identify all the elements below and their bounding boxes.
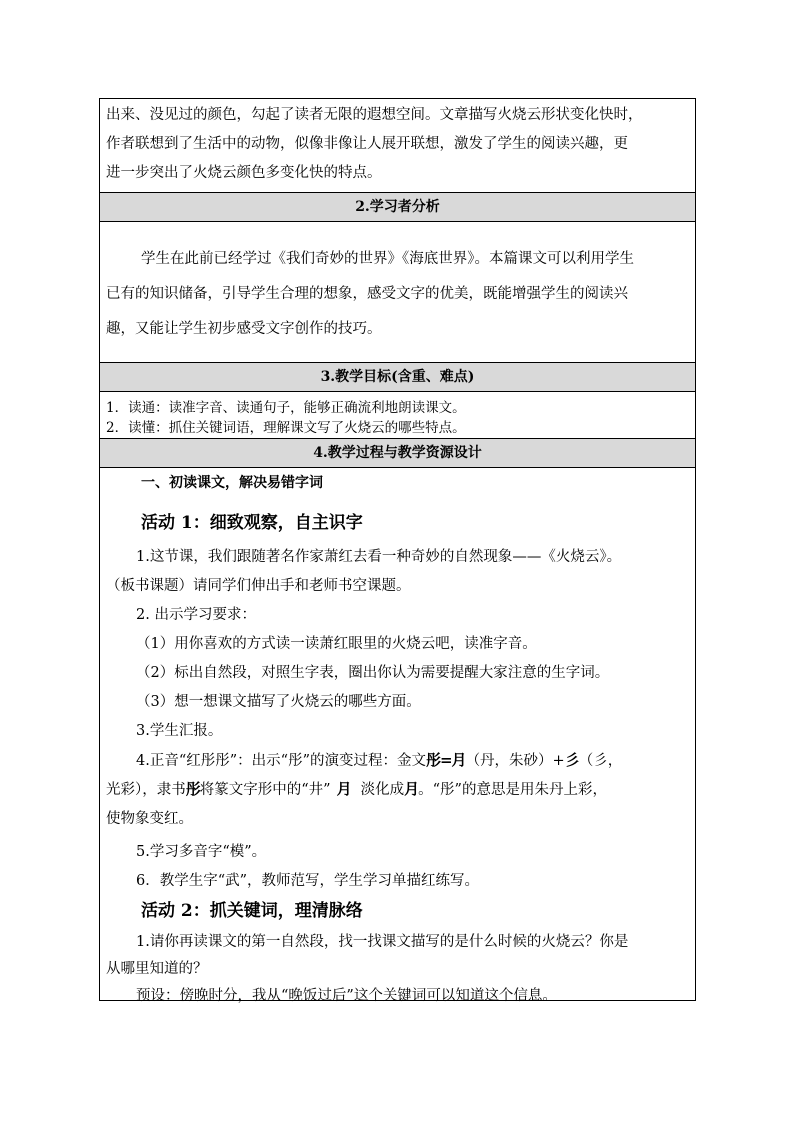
section2-text — [100, 222, 695, 364]
text-span: （丹，朱砂）+ — [465, 753, 565, 769]
section1-text — [100, 99, 695, 192]
text-line: 使物象变红。 — [106, 811, 193, 827]
activity2-title: 活动 2：抓关键词，理清脉络 — [141, 901, 363, 921]
text-line: 从哪里知道的？ — [106, 961, 208, 977]
text-line: 1.这节课，我们跟随著名作家萧红去看一种奇妙的自然现象——《火烧云》。 — [136, 549, 622, 565]
glyph-dan: 月 — [404, 780, 419, 798]
text-line: 3.学生汇报。 — [136, 723, 223, 739]
goal-item: 2．读懂：抓住关键词语，理解课文写了火烧云的哪些特点。 — [106, 420, 466, 436]
text-span: 光彩），隶书 — [106, 782, 186, 798]
text-line: 6．教学生字“武”，教师范写，学生学习单描红练写。 — [136, 873, 480, 889]
text-line: 作者联想到了生活中的动物，似像非像让人展开联想，激发了学生的阅读兴趣，更 — [106, 136, 628, 152]
text-line: 已有的知识储备，引导学生合理的想象，感受文字的优美，既能增强学生的阅读兴 — [106, 286, 628, 302]
text-span: （彡， — [578, 753, 623, 769]
text-span: 4.正音“红彤彤”：出示“彤”的演变过程：金文 — [136, 753, 426, 769]
text-line: 学生在此前已经学过《我们奇妙的世界》《海底世界》。本篇课文可以利用学生 — [141, 251, 634, 267]
text-line: （1）用你喜欢的方式读一读萧红眼里的火烧云吧，读准字音。 — [136, 636, 537, 652]
text-line: 预设：傍晚时分，我从“晚饭过后”这个关键词可以知道这个信息。 — [136, 988, 557, 1004]
text-line: （3）想一想课文描写了火烧云的哪些方面。 — [136, 694, 421, 710]
text-line: 1.请你再读课文的第一自然段，找一找课文描写的是什么时候的火烧云？你是 — [136, 934, 629, 950]
glyph-jing: 月 — [336, 780, 351, 798]
goal-item: 1．读通：读准字音、读通句子，能够正确流利地朗读课文。 — [106, 400, 466, 416]
section4-body — [100, 468, 695, 1004]
section4-header: 4.教学过程与教学资源设计 — [100, 438, 695, 468]
text-line — [136, 749, 689, 770]
text-line: （板书课题）请同学们伸出手和老师书空课题。 — [106, 578, 411, 594]
lesson-plan-table — [99, 98, 696, 1004]
text-line: 出来、没见过的颜色，勾起了读者无限的遐想空间。文章描写火烧云形状变化快时， — [106, 107, 643, 123]
text-line: （2）标出自然段，对照生字表，圈出你认为需要提醒大家注意的生字词。 — [136, 665, 610, 681]
glyph-jinwen: 彤=月 — [425, 751, 466, 769]
text-line: 2. 出示学习要求： — [136, 607, 256, 623]
activity1-title: 活动 1：细致观察，自主识字 — [141, 513, 363, 533]
text-line — [106, 778, 689, 799]
text-span: 。“彤”的意思是用朱丹上彩， — [418, 782, 607, 798]
section3-goals — [100, 393, 695, 437]
text-line: 5.学习多音字“模”。 — [136, 844, 267, 860]
text-span: 淡化成 — [360, 782, 405, 798]
part1-title: 一、初读课文，解决易错字词 — [141, 475, 323, 491]
text-line: 趣，又能让学生初步感受文字创作的技巧。 — [106, 321, 382, 337]
text-line: 进一步突出了火烧云颜色多变化快的特点。 — [106, 165, 382, 181]
glyph-lishu: 彤 — [185, 780, 200, 798]
section3-header: 3.教学目标(含重、难点) — [100, 362, 695, 392]
text-span: 将篆文字形中的“井” — [199, 782, 331, 798]
section2-header: 2.学习者分析 — [100, 192, 695, 222]
glyph-shan: 彡 — [564, 751, 579, 769]
